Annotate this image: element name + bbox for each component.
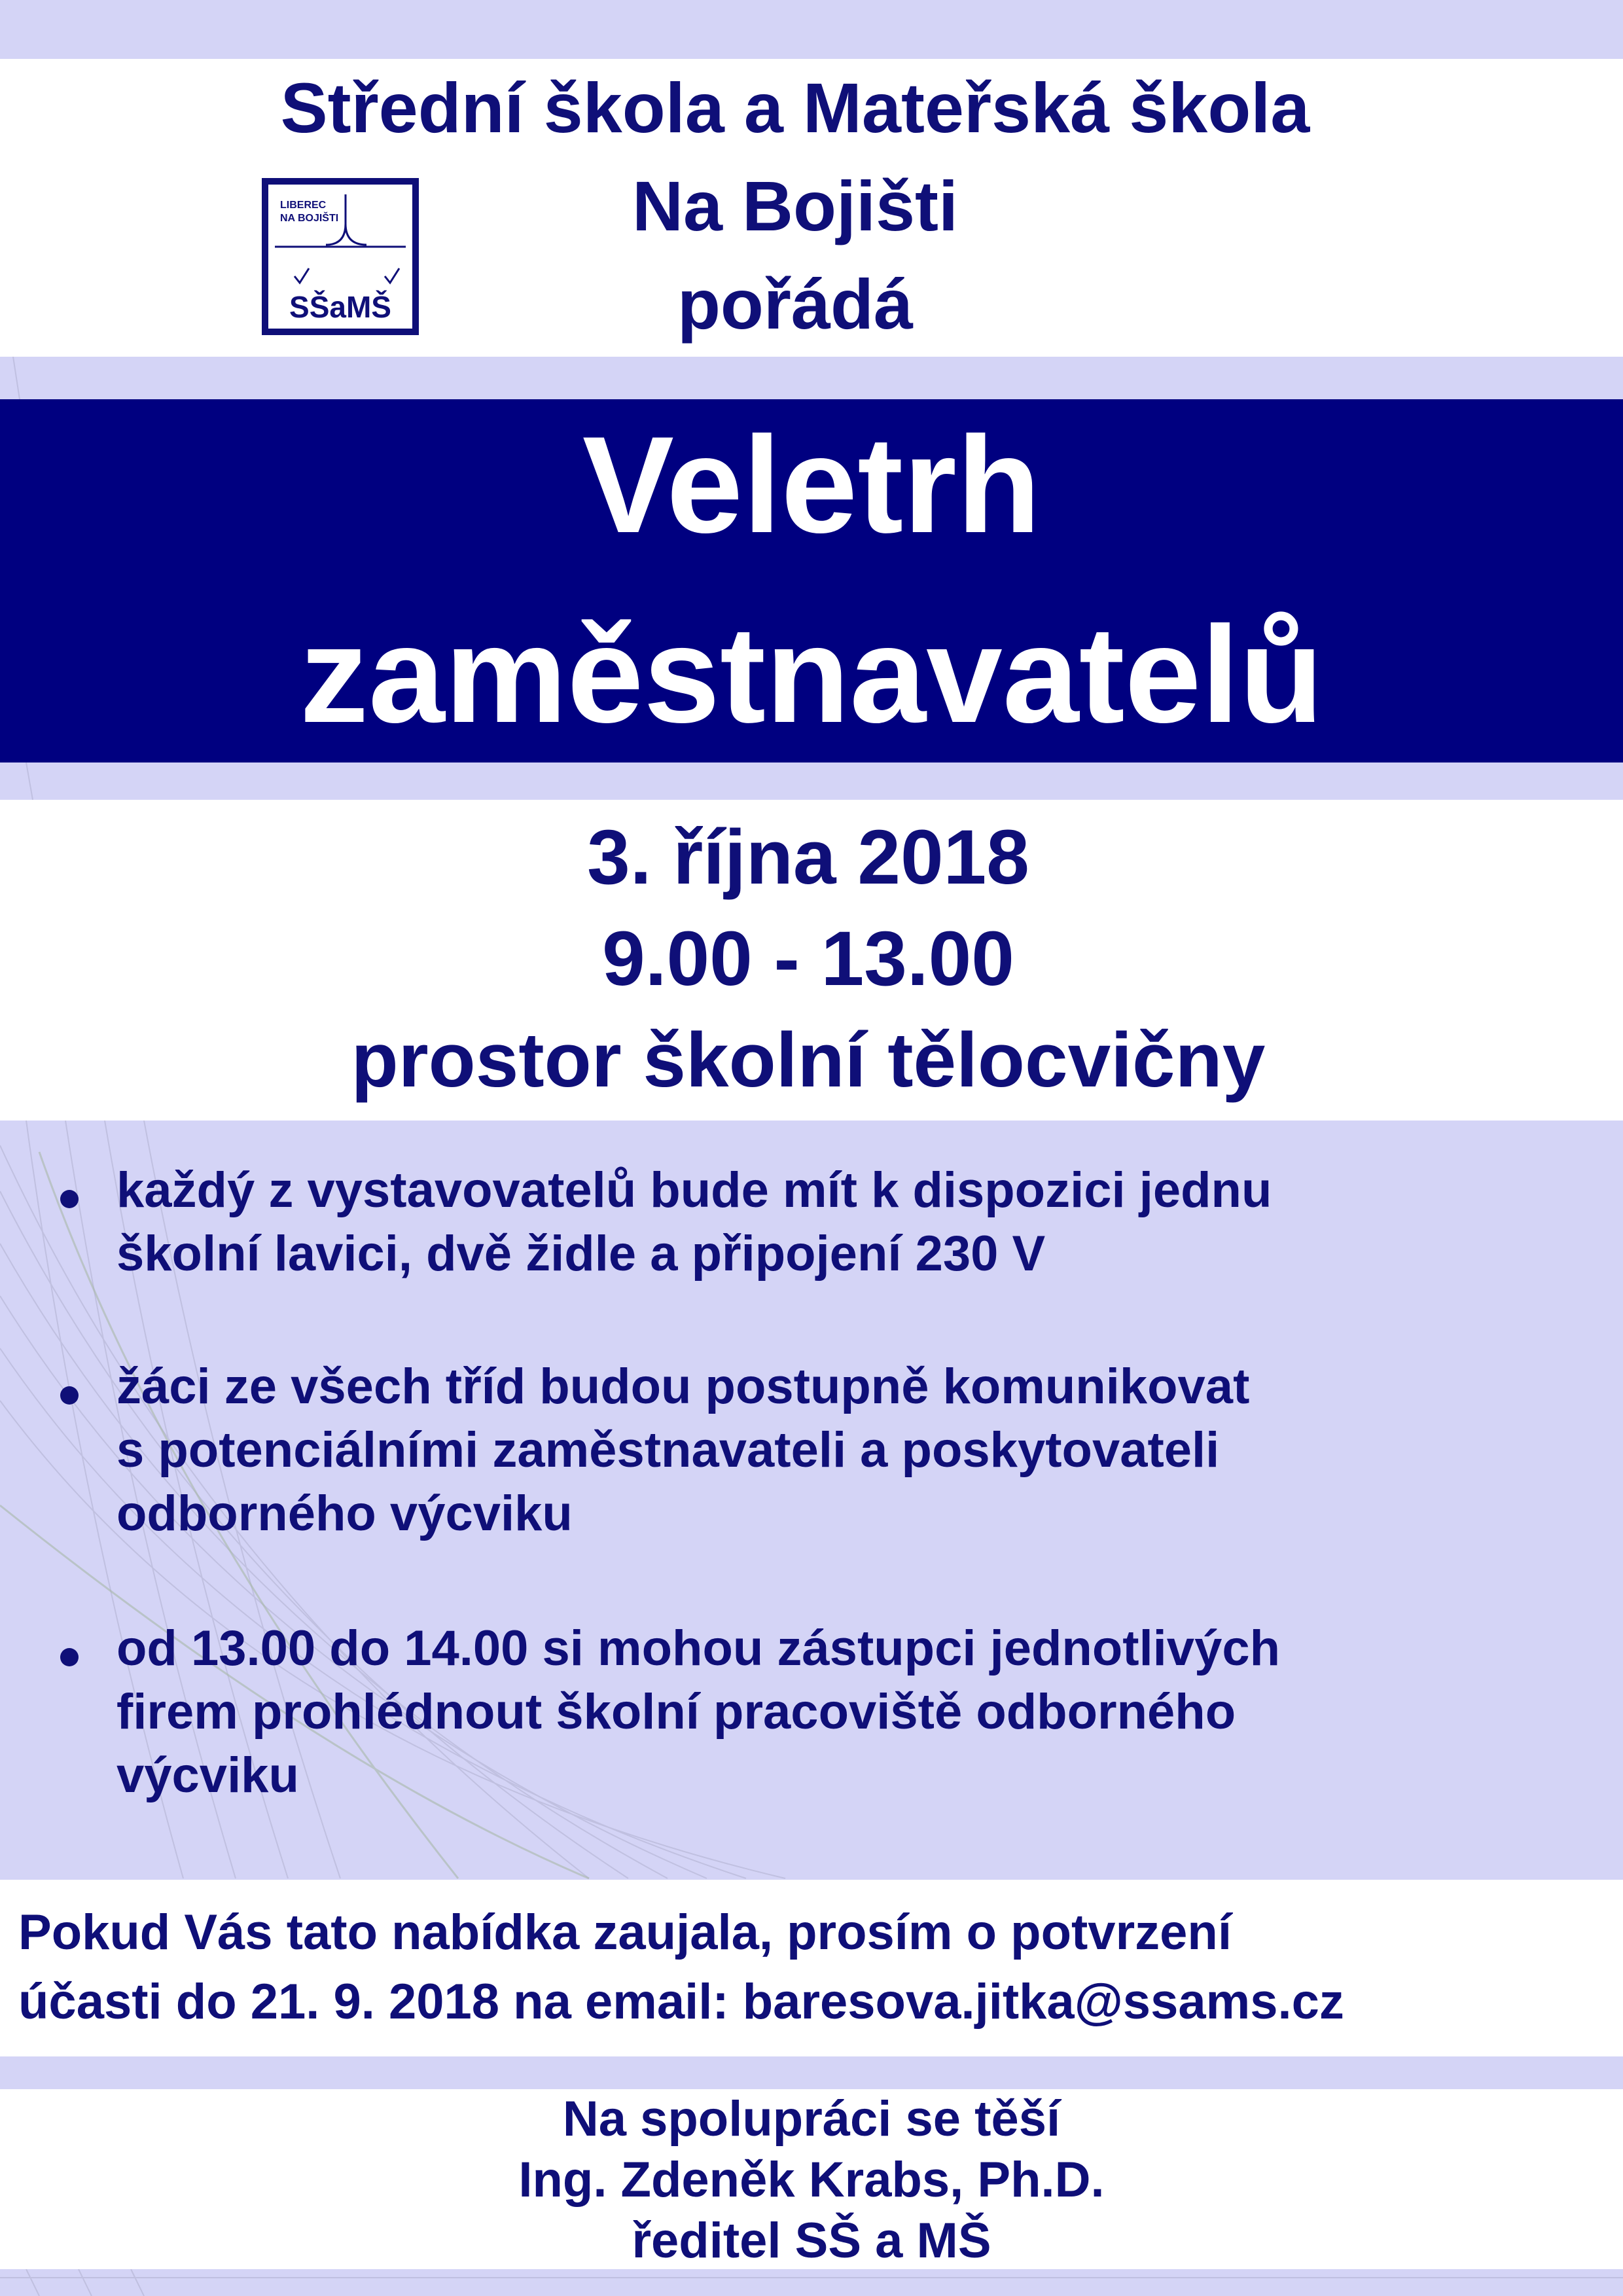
signature-name: Ing. Zdeněk Krabs, Ph.D. [518,2152,1105,2208]
logo-caption-line: LIBEREC [280,200,327,211]
list-item-line: každý z vystavovatelů bude mít k dispozici jednu [116,1162,1272,1218]
list-item-line: školní lavici, dvě židle a připojení 230 V [116,1226,1046,1282]
list-item-line: od 13.00 do 14.00 si mohou zástupci jednotlivých [116,1621,1281,1676]
school-logo [262,178,419,335]
school-place: Na Bojišti [632,166,959,245]
logo-caption [280,199,338,225]
signature-role: ředitel SŠ a MŠ [632,2213,991,2269]
school-name: Střední škola a Mateřská škola [280,68,1310,147]
logo-caption-line: NA BOJIŠTI [280,213,339,224]
list-item-line: výcviku [116,1748,299,1803]
list-item-line: žáci ze všech tříd budou postupně komunikovat [116,1359,1250,1414]
event-title-line-2: zaměstnavatelů [299,598,1324,751]
contact-line: Pokud Vás tato nabídka zaujala, prosím o potvrzení [18,1905,1232,1960]
contact-request [18,1898,1623,2037]
event-time: 9.00 - 13.00 [602,916,1014,1002]
bullet-icon [60,1386,79,1405]
bullet-icon [60,1190,79,1208]
bullet-icon [60,1648,79,1666]
list-item-line: odborného výcviku [116,1486,573,1541]
signature-greeting: Na spolupráci se těší [562,2091,1061,2147]
logo-abbreviation: SŠaMŠ [289,290,391,324]
event-place: prostor školní tělocvičny [351,1017,1266,1103]
list-item-line: s potenciálními zaměstnavateli a poskytovateli [116,1422,1220,1478]
contact-line-email: účasti do 21. 9. 2018 na email: baresova.jitka@ssams.cz [18,1974,1344,2030]
organizes-text: pořádá [677,264,914,344]
list-item-line: firem prohlédnout školní pracoviště odborného [116,1684,1236,1740]
event-date: 3. října 2018 [587,814,1029,901]
event-title-line-1: Veletrh [582,408,1041,562]
